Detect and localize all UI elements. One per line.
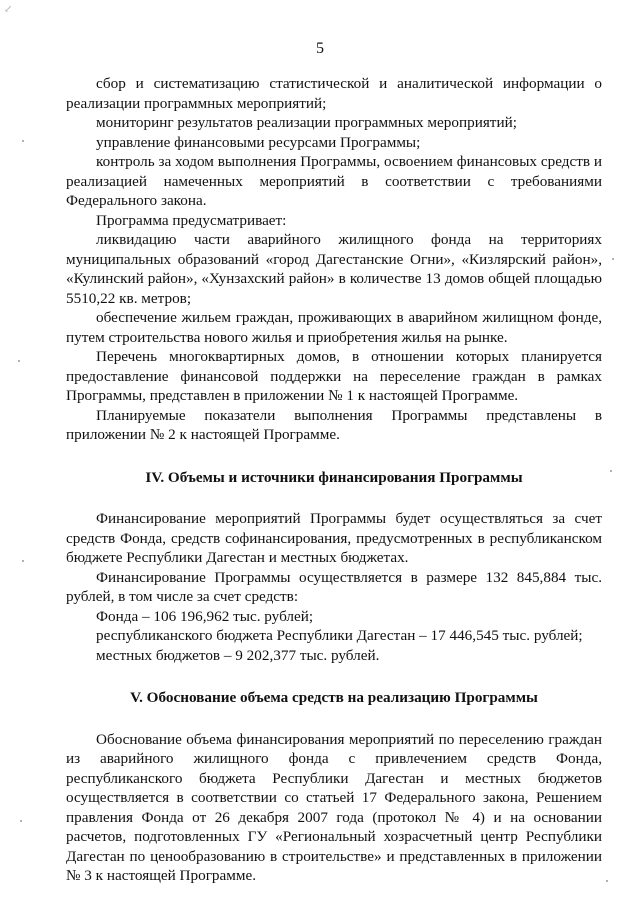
funding-item: республиканского бюджета Республики Дагестан – 17 446,545 тыс. рублей; xyxy=(96,627,583,644)
section-4-heading: IV. Объемы и источники финансирования Программы xyxy=(145,468,523,486)
scan-dot xyxy=(612,258,614,260)
paragraph: Обоснование объема финансирования мероприятий по переселению граждан из аварийного жилищного фонда с привлечением средств Фонда, республиканского бюджета Республики Дагестан и местных бюджетов осуществляется в соответствии со статьей 17 Федерального закона, Решением правления Фонда от 26 декабря 2007 года (протокол № 4) и на основании расчетов, подготовленных ГУ «Региональный хозрасчетный центр Республики Дагестан по ценообразованию в строительстве» и представленных в приложении № 3 к настоящей Программе. xyxy=(66,730,602,884)
paragraph: Программа предусматривает: xyxy=(96,211,287,229)
paragraph: контроль за ходом выполнения Программы, освоением финансовых средств и реализацией намеченных мероприятий в соответствии с требованиями Федерального закона. xyxy=(66,153,602,209)
scan-dot xyxy=(606,880,608,882)
funding-item: местных бюджетов – 9 202,377 тыс. рублей. xyxy=(96,646,380,664)
paragraph: Планируемые показатели выполнения Программы представлены в приложении № 2 к настоящей Программе. xyxy=(66,406,602,443)
section-5-heading: V. Обоснование объема средств на реализацию Программы xyxy=(130,689,538,706)
scan-dot xyxy=(22,140,24,142)
paragraph: ликвидацию части аварийного жилищного фонда на территориях муниципальных образований «город Дагестанские Огни», «Кизлярский район», «Кулинский район», «Хунзахский район» в количестве 13 домов общей площадью 5510,22 кв. метров; xyxy=(66,231,602,307)
paragraph: Перечень многоквартирных домов, в отношении которых планируется предоставление финансовой поддержки на переселение граждан в рамках Программы, представлен в приложении № 1 к настоящей Программе. xyxy=(66,348,602,404)
paragraph: Финансирование мероприятий Программы будет осуществляться за счет средств Фонда, средств софинансирования, предусмотренных в республиканском бюджете Республики Дагестан и местных бюджетах. xyxy=(66,510,602,566)
scan-dot xyxy=(22,560,24,562)
funding-item: Фонда – 106 196,962 тыс. рублей; xyxy=(96,607,314,625)
paragraph: Финансирование Программы осуществляется в размере 132 845,884 тыс. рублей, в том числе за счет средств: xyxy=(66,568,602,605)
document-body xyxy=(66,74,602,886)
scan-mark: ↙ xyxy=(4,4,13,15)
paragraph: обеспечение жильем граждан, проживающих в аварийном жилищном фонде, путем строительства нового жилья и приобретения жилья на рынке. xyxy=(66,309,602,346)
scan-dot xyxy=(20,820,22,822)
scan-dot xyxy=(610,470,612,472)
paragraph: сбор и систематизацию статистической и аналитической информации о реализации программных мероприятий; xyxy=(66,75,602,112)
paragraph: управление финансовыми ресурсами Программы; xyxy=(96,133,421,151)
paragraph: мониторинг результатов реализации программных мероприятий; xyxy=(96,114,517,131)
scan-dot xyxy=(18,360,20,362)
page-number: 5 xyxy=(316,40,324,57)
